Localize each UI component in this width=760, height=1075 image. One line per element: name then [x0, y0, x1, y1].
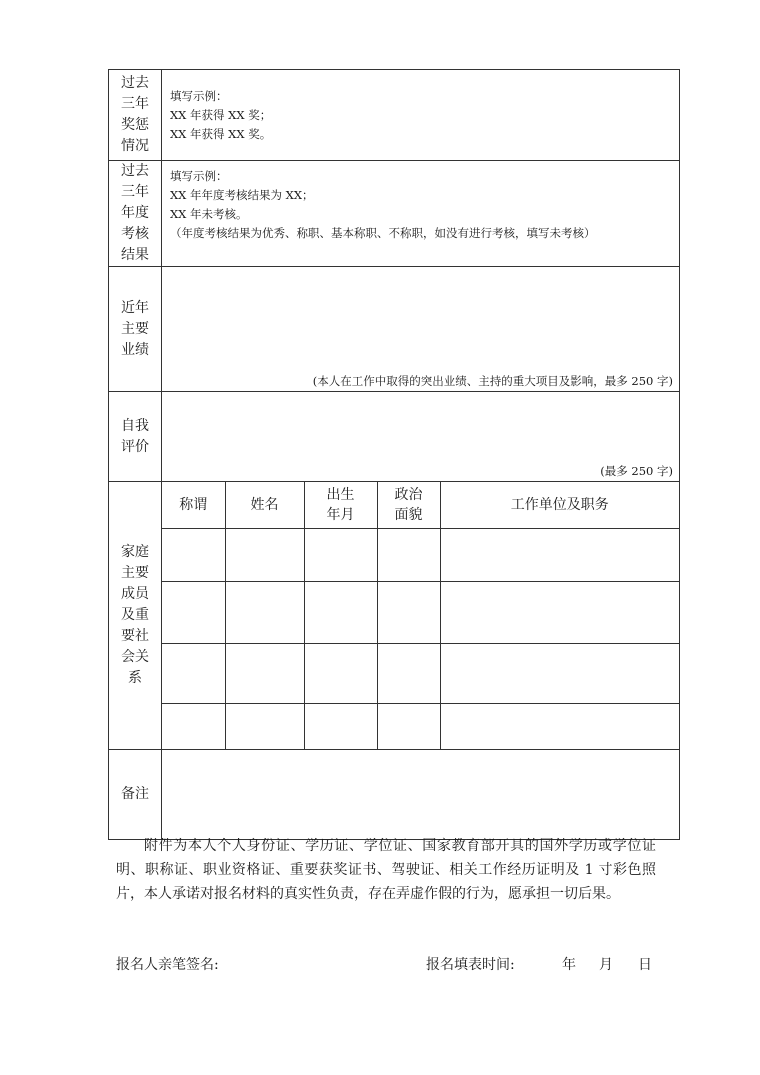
member-cell[interactable]: [162, 643, 225, 703]
assessment-line: XX 年年度考核结果为 XX；: [170, 188, 314, 202]
member-cell[interactable]: [225, 703, 304, 749]
declaration-text: 附件为本人个人身份证、学历证、学位证、国家教育部开具的国外学历或学位证明、职称证、职业资格证、重要获奖证书、驾驶证、相关工作经历证明及 1 寸彩色照片，本人承诺对报名材料的真实性负责，存在弄虚作假的行为，愿承担一切后果。: [116, 838, 656, 902]
member-cell[interactable]: [440, 581, 679, 643]
member-cell[interactable]: [304, 581, 377, 643]
family-members-table: [162, 482, 679, 749]
date-month: 月: [599, 957, 613, 973]
self-eval-content-cell[interactable]: [162, 392, 680, 482]
member-cell[interactable]: [377, 703, 440, 749]
remarks-content-cell[interactable]: [162, 750, 680, 840]
achievements-note: (本人在工作中取得的突出业绩、主持的重大项目及影响，最多 250 字): [312, 374, 673, 388]
achievements-row: [109, 267, 680, 392]
assessment-line: （年度考核结果为优秀、称职、基本称职、不称职，如没有进行考核，填写未考核）: [170, 226, 596, 240]
achievements-label-cell: [109, 267, 162, 392]
family-member-row: [162, 643, 679, 703]
member-cell[interactable]: [304, 528, 377, 581]
member-cell[interactable]: [377, 643, 440, 703]
awards-label-cell: [109, 70, 162, 161]
member-cell[interactable]: [304, 643, 377, 703]
header-birth-text: 出生年月: [326, 486, 355, 523]
family-header-row: [162, 482, 679, 528]
awards-line: XX 年获得 XX 奖；: [170, 107, 272, 122]
family-label-cell: [109, 482, 162, 750]
member-cell[interactable]: [162, 581, 225, 643]
family-row: [109, 482, 680, 750]
self-eval-row: [109, 392, 680, 482]
application-form-table: [108, 69, 680, 840]
member-cell[interactable]: [440, 528, 679, 581]
date-year: 年: [562, 957, 576, 973]
member-cell[interactable]: [377, 528, 440, 581]
header-title-text: 称谓: [179, 496, 208, 513]
remarks-label: 备注: [120, 786, 149, 802]
achievements-content-cell[interactable]: [162, 267, 680, 392]
signer-label: 报名人亲笔签名:: [116, 957, 219, 973]
assessment-label: 过去三年年度考核结果: [120, 163, 149, 263]
self-eval-label: 自我评价: [120, 417, 149, 455]
member-cell[interactable]: [440, 703, 679, 749]
member-cell[interactable]: [162, 703, 225, 749]
header-name: [225, 482, 304, 528]
member-cell[interactable]: [162, 528, 225, 581]
family-member-row: [162, 581, 679, 643]
header-political-text: 政治面貌: [394, 486, 423, 523]
header-birth: [304, 482, 377, 528]
family-table-cell: [162, 482, 680, 750]
awards-row: [109, 70, 680, 161]
awards-line: 填写示例：: [170, 88, 228, 103]
member-cell[interactable]: [225, 581, 304, 643]
awards-label: 过去三年奖惩情况: [120, 75, 149, 154]
family-member-row: [162, 528, 679, 581]
self-eval-note: (最多 250 字): [600, 464, 673, 478]
family-member-row: [162, 703, 679, 749]
assessment-label-cell: [109, 161, 162, 267]
awards-content-cell[interactable]: [162, 70, 680, 161]
assessment-row: [109, 161, 680, 267]
remarks-row: [109, 750, 680, 840]
assessment-content-cell[interactable]: [162, 161, 680, 267]
awards-line: XX 年获得 XX 奖。: [170, 126, 272, 141]
assessment-line: XX 年未考核。: [170, 207, 248, 221]
member-cell[interactable]: [440, 643, 679, 703]
header-title: [162, 482, 225, 528]
date-day: 日: [638, 957, 652, 973]
family-label: 家庭主要成员及重要社会关系: [120, 544, 149, 686]
member-cell[interactable]: [225, 643, 304, 703]
member-cell[interactable]: [377, 581, 440, 643]
remarks-label-cell: [109, 750, 162, 840]
member-cell[interactable]: [304, 703, 377, 749]
header-political: [377, 482, 440, 528]
date-label: 报名填表时间:: [426, 957, 515, 973]
achievements-label: 近年主要业绩: [120, 299, 149, 358]
header-name-text: 姓名: [250, 496, 279, 513]
member-cell[interactable]: [225, 528, 304, 581]
assessment-line: 填写示例：: [170, 169, 228, 183]
self-eval-label-cell: [109, 392, 162, 482]
header-work: [440, 482, 679, 528]
header-work-text: 工作单位及职务: [510, 496, 609, 513]
